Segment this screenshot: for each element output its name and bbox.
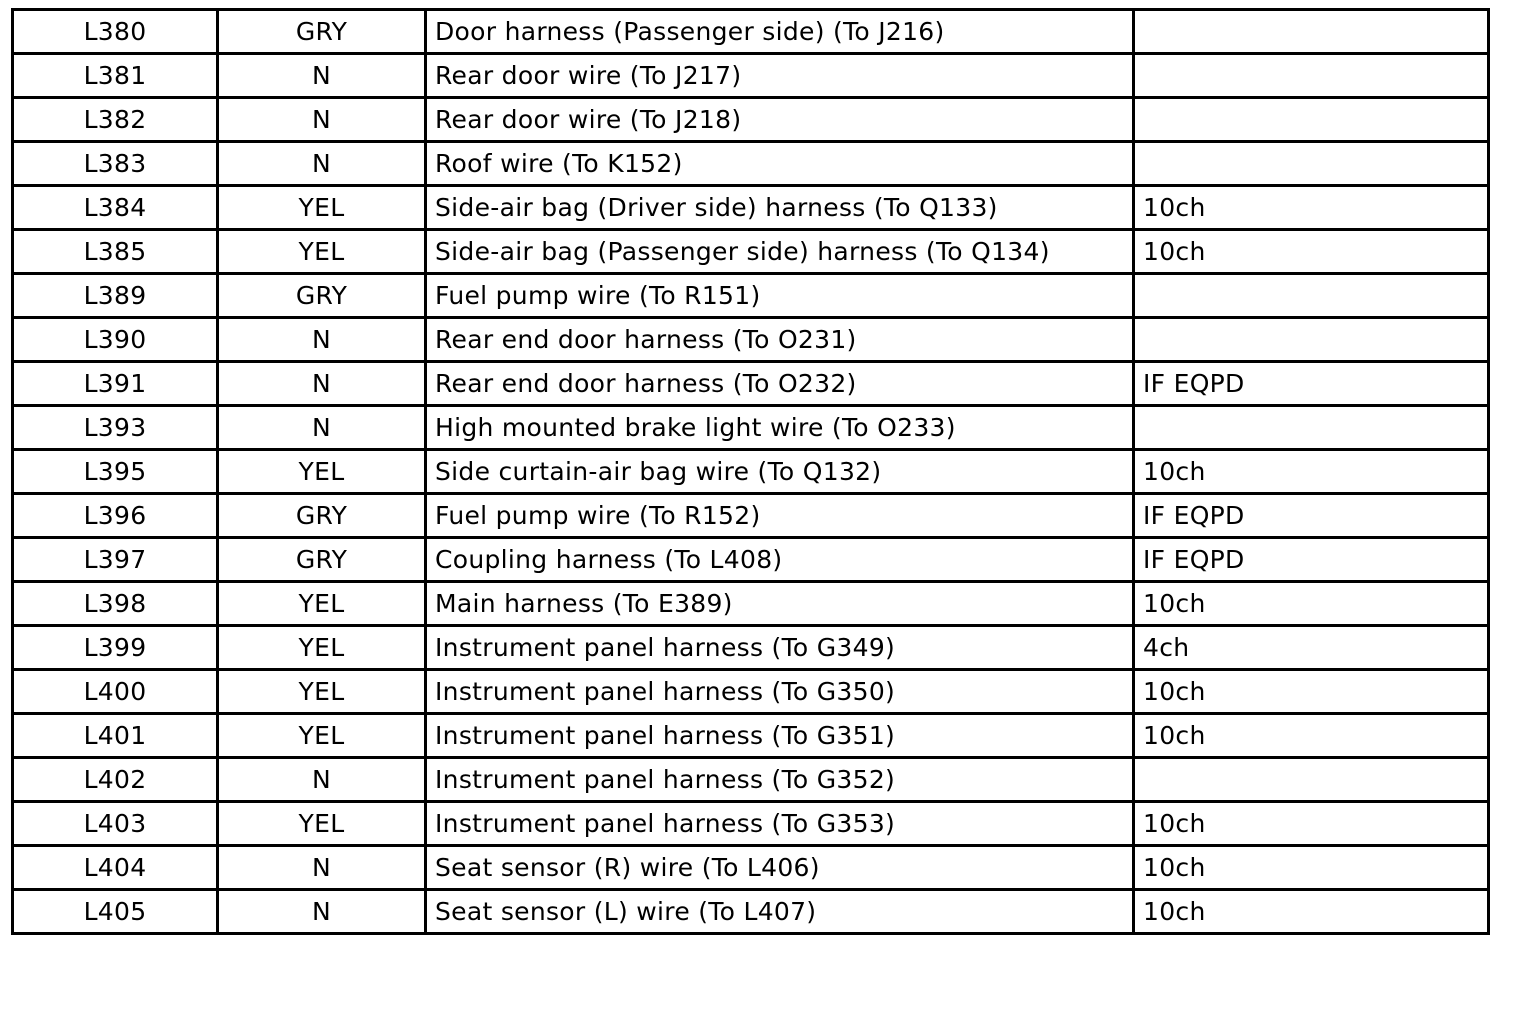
connector-note-cell	[1134, 318, 1489, 362]
connector-color-cell: YEL	[218, 670, 426, 714]
connector-note-cell: 10ch	[1134, 582, 1489, 626]
connector-code-cell: L383	[13, 142, 218, 186]
connector-color-cell: N	[218, 98, 426, 142]
table-row	[13, 274, 1489, 318]
connector-code-cell: L396	[13, 494, 218, 538]
connector-code-cell: L391	[13, 362, 218, 406]
connector-description-cell: Seat sensor (R) wire (To L406)	[426, 846, 1134, 890]
table-row	[13, 670, 1489, 714]
table-row	[13, 406, 1489, 450]
connector-description-cell: Fuel pump wire (To R152)	[426, 494, 1134, 538]
connector-code-cell: L399	[13, 626, 218, 670]
table-row	[13, 758, 1489, 802]
connector-color-cell: YEL	[218, 186, 426, 230]
connector-code-cell: L393	[13, 406, 218, 450]
connector-code-cell: L404	[13, 846, 218, 890]
connector-description-cell: Instrument panel harness (To G350)	[426, 670, 1134, 714]
connector-description-cell: Instrument panel harness (To G352)	[426, 758, 1134, 802]
connector-description-cell: Fuel pump wire (To R151)	[426, 274, 1134, 318]
connector-color-cell: N	[218, 846, 426, 890]
connector-color-cell: YEL	[218, 450, 426, 494]
connector-note-cell: IF EQPD	[1134, 362, 1489, 406]
table-row	[13, 626, 1489, 670]
connector-note-cell	[1134, 54, 1489, 98]
connector-color-cell: GRY	[218, 538, 426, 582]
connector-description-cell: Side-air bag (Driver side) harness (To Q133)	[426, 186, 1134, 230]
connector-code-cell: L405	[13, 890, 218, 934]
connector-code-cell: L400	[13, 670, 218, 714]
connector-note-cell: 10ch	[1134, 802, 1489, 846]
connector-color-cell: N	[218, 362, 426, 406]
table-row	[13, 98, 1489, 142]
connector-code-cell: L398	[13, 582, 218, 626]
connector-description-cell: Instrument panel harness (To G351)	[426, 714, 1134, 758]
connector-code-cell: L389	[13, 274, 218, 318]
connector-code-cell: L381	[13, 54, 218, 98]
connector-description-cell: Rear door wire (To J218)	[426, 98, 1134, 142]
connector-note-cell	[1134, 406, 1489, 450]
connector-description-cell: Seat sensor (L) wire (To L407)	[426, 890, 1134, 934]
connector-color-cell: YEL	[218, 714, 426, 758]
connector-color-cell: N	[218, 758, 426, 802]
connector-note-cell	[1134, 98, 1489, 142]
connector-code-cell: L385	[13, 230, 218, 274]
connector-note-cell: 10ch	[1134, 670, 1489, 714]
connector-note-cell: 10ch	[1134, 230, 1489, 274]
connector-code-cell: L402	[13, 758, 218, 802]
table-row	[13, 582, 1489, 626]
connector-table	[11, 8, 1490, 935]
table-row	[13, 450, 1489, 494]
connector-code-cell: L382	[13, 98, 218, 142]
connector-note-cell	[1134, 274, 1489, 318]
table-row	[13, 714, 1489, 758]
connector-color-cell: N	[218, 890, 426, 934]
connector-note-cell: 10ch	[1134, 846, 1489, 890]
table-row	[13, 890, 1489, 934]
connector-note-cell: 4ch	[1134, 626, 1489, 670]
connector-note-cell: 10ch	[1134, 714, 1489, 758]
connector-code-cell: L395	[13, 450, 218, 494]
connector-description-cell: Instrument panel harness (To G353)	[426, 802, 1134, 846]
connector-color-cell: N	[218, 406, 426, 450]
table-row	[13, 230, 1489, 274]
connector-description-cell: Side curtain-air bag wire (To Q132)	[426, 450, 1134, 494]
connector-color-cell: YEL	[218, 626, 426, 670]
connector-code-cell: L390	[13, 318, 218, 362]
connector-color-cell: GRY	[218, 274, 426, 318]
connector-description-cell: Roof wire (To K152)	[426, 142, 1134, 186]
table-row	[13, 494, 1489, 538]
table-row	[13, 186, 1489, 230]
connector-note-cell: 10ch	[1134, 890, 1489, 934]
table-row	[13, 802, 1489, 846]
connector-code-cell: L397	[13, 538, 218, 582]
connector-description-cell: Door harness (Passenger side) (To J216)	[426, 10, 1134, 54]
connector-note-cell: IF EQPD	[1134, 538, 1489, 582]
connector-code-cell: L384	[13, 186, 218, 230]
connector-code-cell: L380	[13, 10, 218, 54]
table-row	[13, 54, 1489, 98]
connector-color-cell: N	[218, 54, 426, 98]
connector-color-cell: YEL	[218, 802, 426, 846]
connector-description-cell: Rear end door harness (To O232)	[426, 362, 1134, 406]
connector-description-cell: Side-air bag (Passenger side) harness (To Q134)	[426, 230, 1134, 274]
connector-description-cell: Rear end door harness (To O231)	[426, 318, 1134, 362]
connector-description-cell: Rear door wire (To J217)	[426, 54, 1134, 98]
table-row	[13, 10, 1489, 54]
connector-description-cell: Coupling harness (To L408)	[426, 538, 1134, 582]
table-row	[13, 318, 1489, 362]
table-row	[13, 846, 1489, 890]
connector-note-cell	[1134, 10, 1489, 54]
connector-code-cell: L401	[13, 714, 218, 758]
table-row	[13, 142, 1489, 186]
connector-color-cell: YEL	[218, 582, 426, 626]
connector-code-cell: L403	[13, 802, 218, 846]
connector-note-cell: 10ch	[1134, 186, 1489, 230]
connector-color-cell: N	[218, 142, 426, 186]
connector-color-cell: GRY	[218, 494, 426, 538]
connector-color-cell: GRY	[218, 10, 426, 54]
connector-color-cell: N	[218, 318, 426, 362]
connector-color-cell: YEL	[218, 230, 426, 274]
connector-note-cell: 10ch	[1134, 450, 1489, 494]
connector-note-cell	[1134, 758, 1489, 802]
connector-note-cell: IF EQPD	[1134, 494, 1489, 538]
connector-description-cell: Main harness (To E389)	[426, 582, 1134, 626]
connector-note-cell	[1134, 142, 1489, 186]
connector-description-cell: Instrument panel harness (To G349)	[426, 626, 1134, 670]
table-row	[13, 362, 1489, 406]
table-row	[13, 538, 1489, 582]
connector-description-cell: High mounted brake light wire (To O233)	[426, 406, 1134, 450]
connector-table-container	[11, 8, 1490, 935]
